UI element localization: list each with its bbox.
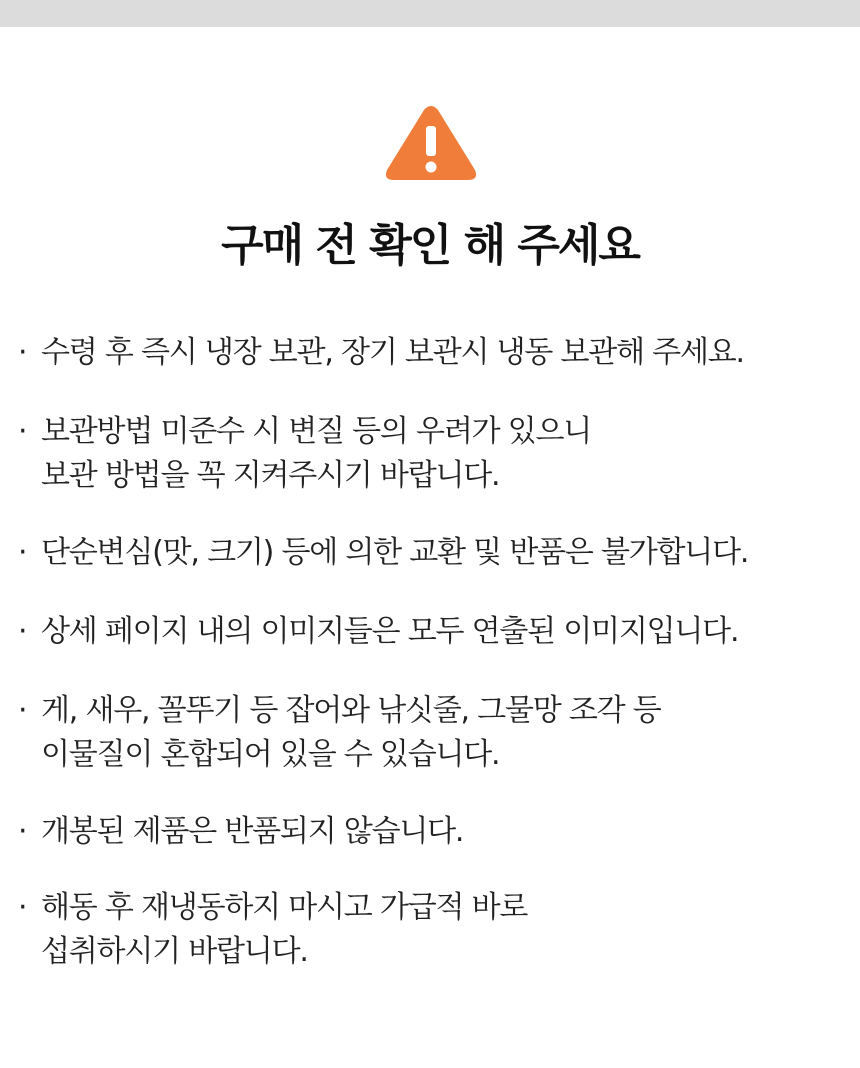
bullet: · (18, 414, 28, 449)
notice-text: 단순변심(맛, 크기) 등에 의한 교환 및 반품은 불가합니다. (41, 535, 749, 570)
bullet: · (18, 693, 28, 728)
notice-text: 보관방법 미준수 시 변질 등의 우려가 있으니 (41, 414, 592, 449)
page-title: 구매 전 확인 해 주세요 (221, 220, 639, 271)
bullet: · (18, 335, 28, 370)
notice-text: 게, 새우, 꼴뚜기 등 잡어와 낚싯줄, 그물망 조각 등 (41, 693, 661, 728)
notice-text-continued: 이물질이 혼합되어 있을 수 있습니다. (41, 737, 500, 772)
bullet: · (18, 814, 28, 849)
notice-text: 수령 후 즉시 냉장 보관, 장기 보관시 냉동 보관해 주세요. (41, 335, 744, 370)
notice-text: 상세 페이지 내의 이미지들은 모두 연출된 이미지입니다. (41, 614, 739, 649)
bullet: · (18, 614, 28, 649)
notice-text-continued: 보관 방법을 꼭 지켜주시기 바랍니다. (41, 458, 500, 493)
notice-text: 개봉된 제품은 반품되지 않습니다. (41, 814, 464, 849)
notice-text: 해동 후 재냉동하지 마시고 가급적 바로 (41, 890, 528, 925)
bullet: · (18, 535, 28, 570)
notice-text-continued: 섭취하시기 바랍니다. (41, 934, 308, 969)
bullet: · (18, 890, 28, 925)
